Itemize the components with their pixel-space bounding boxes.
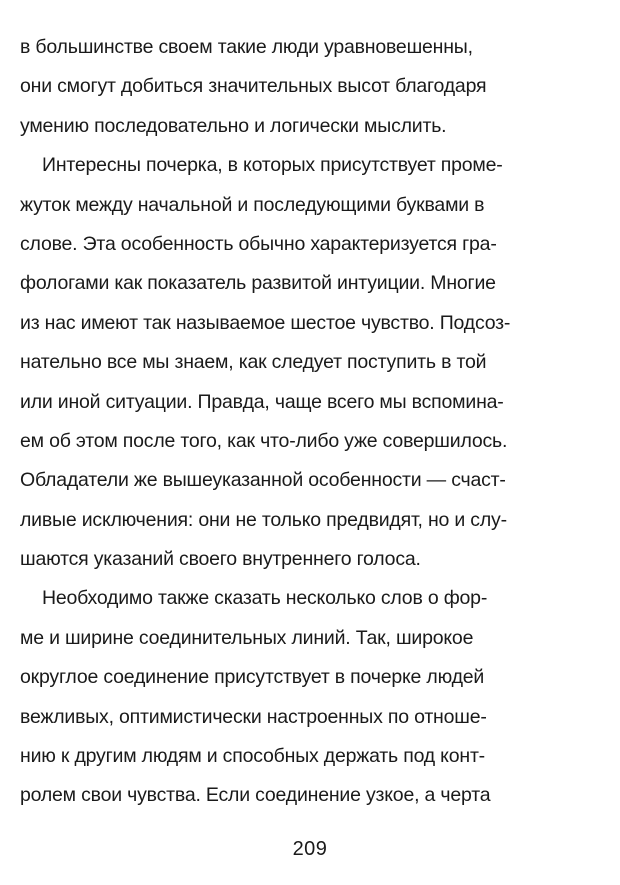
text-line: умению последовательно и логически мыслить.: [20, 114, 447, 137]
paragraph: [20, 579, 580, 815]
text-line: фологами как показатель развитой интуиции. Многие: [20, 272, 496, 295]
text-line: или иной ситуации. Правда, чаще всего мы вспомина-: [20, 390, 504, 413]
text-line: округлое соединение присутствует в почерке людей: [20, 666, 485, 689]
text-line: слове. Эта особенность обычно характеризуется гра-: [20, 232, 497, 255]
text-line: ролем свои чувства. Если соединение узкое, а черта: [20, 784, 491, 807]
text-line: ем об этом после того, как что-либо уже совершилось.: [20, 429, 508, 452]
text-line: из нас имеют так называемое шестое чувство. Подсоз-: [20, 311, 511, 334]
text-line: вежливых, оптимистически настроенных по отноше-: [20, 705, 487, 728]
text-line: Обладатели же вышеуказанной особенности — счаст-: [20, 469, 506, 492]
text-line: нию к другим людям и способных держать под конт-: [20, 745, 485, 768]
text-line: Необходимо также сказать несколько слов о фор-: [42, 587, 488, 610]
text-line: ме и ширине соединительных линий. Так, широкое: [20, 626, 474, 649]
text-line: в большинстве своем такие люди уравновешенны,: [20, 36, 473, 58]
paragraph: [20, 28, 580, 146]
body-text: [20, 28, 580, 816]
text-line: шаются указаний своего внутреннего голоса.: [20, 548, 421, 571]
text-line: ливые исключения: они не только предвидят, но и слу-: [20, 508, 507, 531]
text-line: Интересны почерка, в которых присутствует проме-: [42, 154, 503, 177]
text-line: жуток между начальной и последующими буквами в: [20, 193, 485, 216]
page-number: 209: [292, 838, 328, 860]
text-line: они смогут добиться значительных высот благодаря: [20, 75, 487, 98]
paragraph: [20, 146, 580, 579]
text-line: нательно все мы знаем, как следует поступить в той: [20, 351, 487, 374]
